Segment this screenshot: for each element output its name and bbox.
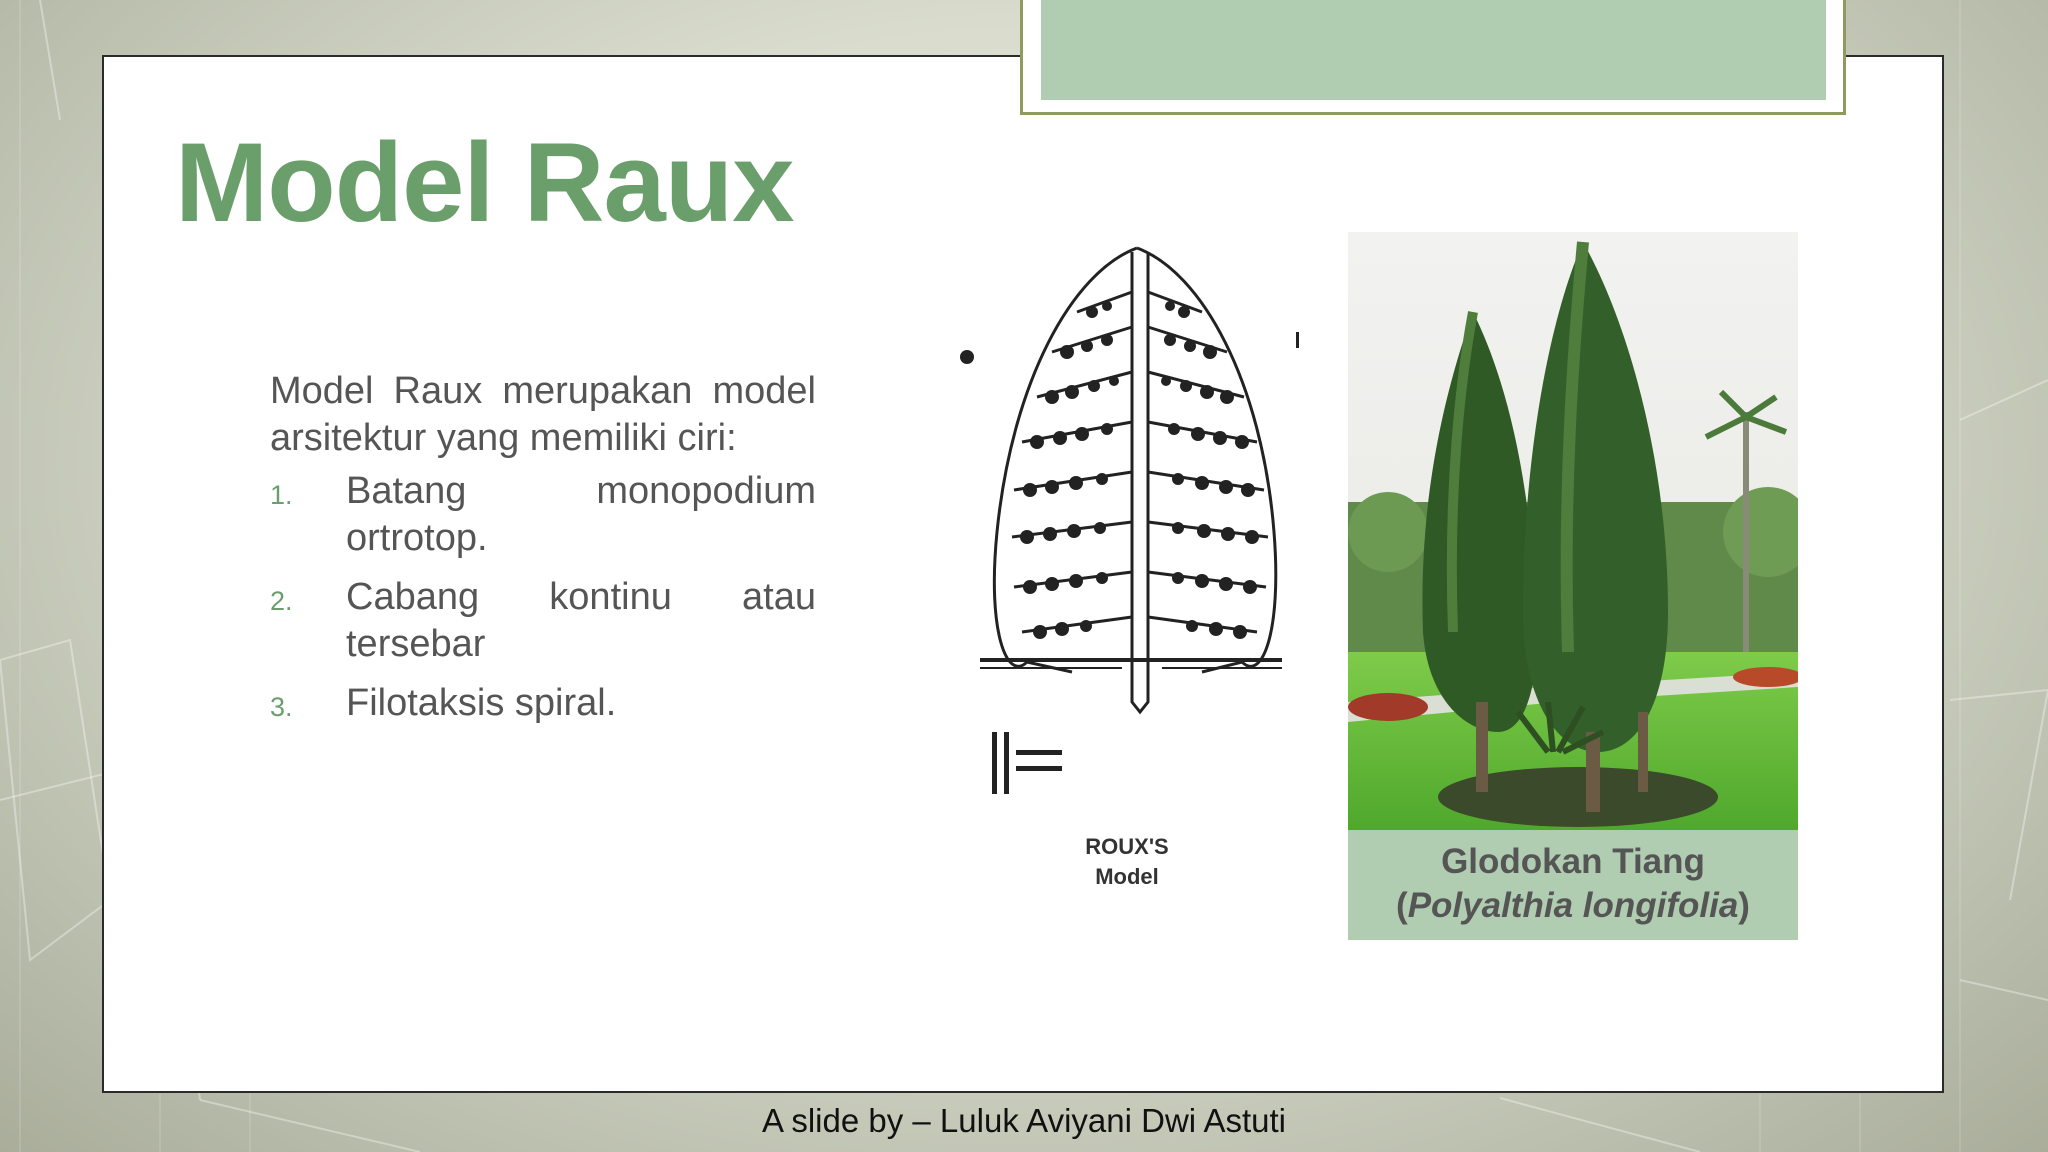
list-item-word: Cabang — [346, 576, 480, 618]
list-item-text: Filotaksis spiral. — [346, 682, 617, 724]
list-item — [270, 468, 816, 562]
slide-title: Model Raux — [175, 120, 794, 245]
tree-photo — [1348, 232, 1798, 830]
slide-footer: A slide by – Luluk Aviyani Dwi Astuti — [761, 1102, 1286, 1139]
intro-paragraph: Model Raux merupakan model arsitektur yang memiliki ciri: — [270, 370, 816, 459]
list-item-continuation: tersebar — [346, 623, 486, 665]
photo-caption-species-line: (Polyalthia longifolia) — [1396, 886, 1750, 925]
list-item-word: monopodium — [596, 470, 816, 512]
list-number: 1. — [270, 480, 293, 510]
list-number: 3. — [270, 692, 293, 722]
photo-caption-common-name: Glodokan Tiang — [1441, 842, 1705, 881]
diagram-caption: ROUX'S Model — [1085, 834, 1169, 889]
photo-caption — [1348, 830, 1798, 940]
list-item-word: Batang — [346, 470, 467, 512]
accent-banner — [1041, 0, 1826, 100]
roux-model-diagram — [952, 232, 1302, 932]
list-item-word: kontinu — [549, 576, 672, 618]
tree-architecture-illustration — [952, 232, 1302, 852]
content-body — [270, 368, 816, 739]
characteristics-list — [270, 468, 816, 727]
list-item-continuation: ortrotop. — [346, 517, 488, 559]
list-item — [270, 574, 816, 668]
list-item — [270, 680, 816, 727]
list-item-word: atau — [742, 576, 816, 618]
list-number: 2. — [270, 586, 293, 616]
photo-caption-species: Polyalthia longifolia — [1407, 886, 1739, 925]
model-symbol — [992, 732, 1062, 794]
polyalthia-photo-illustration — [1348, 232, 1798, 830]
